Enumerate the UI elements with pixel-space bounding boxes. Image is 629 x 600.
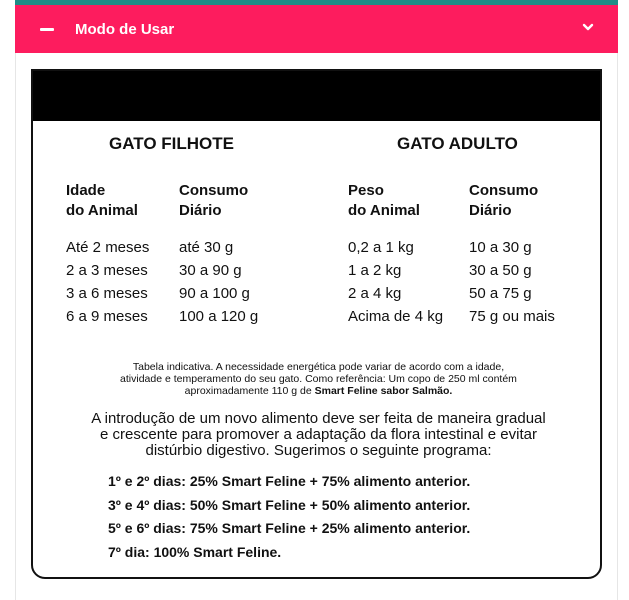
transition-program: [108, 470, 470, 564]
table-cell: 1 a 2 kg: [348, 262, 402, 279]
table-cell: 0,2 a 1 kg: [348, 239, 414, 256]
intro-line: e crescente para promover a adaptação da flora intestinal e evitar: [100, 426, 537, 443]
table-cell: 75 g ou mais: [469, 308, 555, 325]
note-text: aproximadamente 110 g de: [184, 385, 315, 397]
table-cell: Acima de 4 kg: [348, 308, 444, 325]
kitten-amount-column: [179, 236, 258, 328]
chevron-down-icon: [582, 22, 594, 32]
header-line: Consumo: [469, 182, 539, 199]
accordion-title: Modo de Usar: [75, 20, 175, 38]
adult-amount-column: [469, 236, 555, 328]
note-bold-text: Smart Feline sabor Salmão.: [314, 385, 453, 397]
header-line: Diário: [179, 202, 222, 219]
adult-col-consumption-header: [469, 181, 538, 221]
table-cell: 30 a 90 g: [179, 262, 242, 279]
program-step: 1º e 2º dias: 25% Smart Feline + 75% alimento anterior.: [108, 473, 471, 489]
adult-weight-column: [348, 236, 443, 328]
header-line: Diário: [469, 202, 512, 219]
note-line: Tabela indicativa. A necessidade energética pode variar de acordo com a idade,: [132, 361, 505, 373]
header-line: Peso: [348, 182, 384, 199]
table-cell: 90 a 100 g: [179, 285, 250, 302]
card-header-bar: [33, 71, 600, 121]
table-cell: 6 a 9 meses: [66, 308, 148, 325]
table-cell: 2 a 4 kg: [348, 285, 402, 302]
introduction-text: [33, 411, 604, 459]
table-cell: 50 a 75 g: [469, 285, 532, 302]
reference-note: [33, 361, 604, 397]
table-cell: até 30 g: [179, 239, 234, 256]
table-cell: 10 a 30 g: [469, 239, 532, 256]
kitten-col-age-header: [66, 181, 138, 221]
note-line: atividade e temperamento do seu gato. Como referência: Um copo de 250 ml contém: [120, 373, 517, 385]
program-step: 7º dia: 100% Smart Feline.: [108, 543, 282, 560]
table-cell: 2 a 3 meses: [66, 262, 148, 279]
table-cell: 100 a 120 g: [179, 308, 259, 325]
minus-icon: [40, 28, 54, 31]
table-cell: 3 a 6 meses: [66, 285, 148, 302]
adult-heading: GATO ADULTO: [397, 134, 518, 153]
table-cell: 30 a 50 g: [469, 262, 532, 279]
table-cell: Até 2 meses: [66, 239, 150, 256]
header-line: Consumo: [179, 182, 249, 199]
program-step: 5º e 6º dias: 75% Smart Feline + 25% alimento anterior.: [108, 520, 471, 536]
header-line: Idade: [66, 182, 106, 199]
program-step: 3º e 4º dias: 50% Smart Feline + 50% alimento anterior.: [108, 496, 471, 513]
kitten-age-column: [66, 236, 149, 328]
kitten-col-consumption-header: [179, 181, 248, 221]
note-line: [33, 385, 604, 397]
kitten-heading: GATO FILHOTE: [109, 134, 234, 153]
feeding-guide-card: [31, 69, 602, 579]
header-line: do Animal: [66, 202, 138, 219]
intro-line: distúrbio digestivo. Sugerimos o seguinte programa:: [145, 442, 492, 459]
adult-col-weight-header: [348, 181, 420, 221]
intro-line: A introdução de um novo alimento deve ser feita de maneira gradual: [91, 410, 546, 427]
header-line: do Animal: [348, 202, 420, 219]
accordion-header-modo-de-usar[interactable]: [15, 5, 618, 53]
